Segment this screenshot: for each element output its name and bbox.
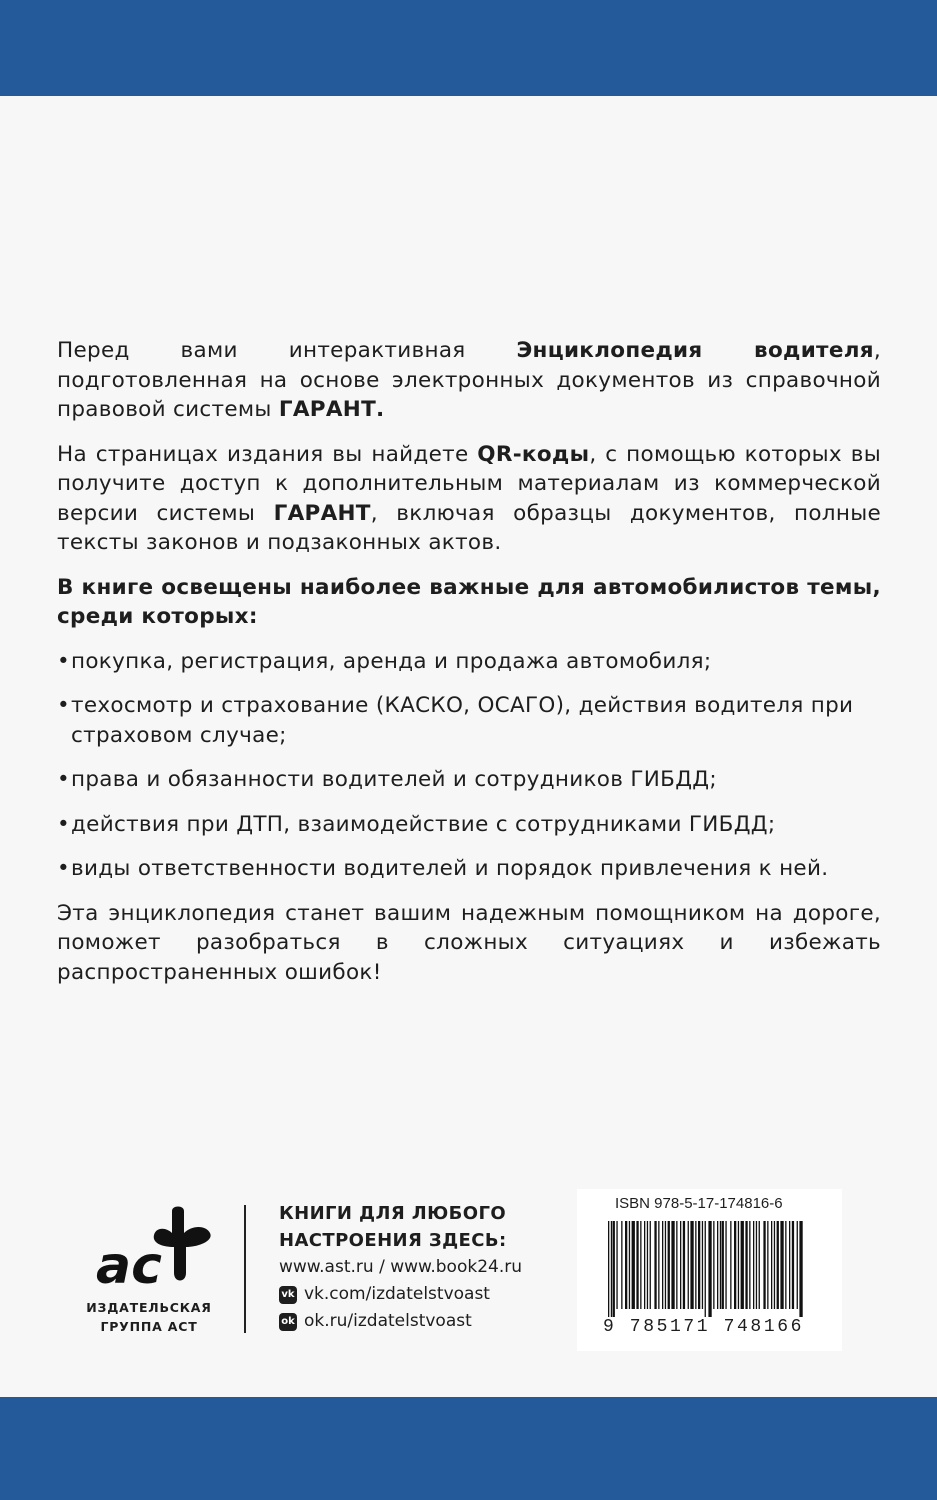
ok-row[interactable] [279,1308,559,1335]
barcode-bar [738,1221,739,1309]
barcode-bar [629,1221,630,1309]
barcode-bar [690,1221,693,1309]
description-block [57,336,881,1002]
barcode-bar [780,1221,783,1309]
barcode-bar [616,1221,617,1309]
publisher-links [279,1200,559,1335]
ean-digits: 9 785171 748166 [603,1317,805,1337]
barcode-bar [759,1221,760,1309]
barcode-bar [636,1221,638,1309]
barcode-bar [680,1221,681,1309]
ok-link[interactable]: ok.ru/izdatelstvoast [304,1311,472,1331]
barcode-bar [650,1221,651,1309]
barcode-bar [665,1221,666,1309]
barcode-bar [683,1221,685,1309]
barcode-bar [753,1221,754,1309]
barcode-bar [611,1221,612,1317]
websites-link[interactable]: www.ast.ru / www.book24.ru [279,1257,522,1277]
barcode-bar [695,1221,696,1309]
barcode-bar [749,1221,750,1309]
topic-item: • виды ответственности водителей и порядок привлечения к ней. [57,854,881,884]
barcode-bar [647,1221,648,1309]
isbn-text: ISBN 978-5-17-174816-6 [615,1195,783,1212]
barcode-bar [774,1221,775,1309]
barcode-bar [662,1221,663,1309]
barcode-bar [756,1221,757,1309]
ast-logo-mark [94,1203,218,1293]
barcode-image [608,1221,808,1317]
topics-heading: В книге освещены наиболее важные для автомобилистов темы, среди которых: [57,574,881,629]
barcode-bar [771,1221,772,1309]
barcode-bar [640,1221,641,1309]
barcode-bar [708,1221,711,1317]
top-color-band [0,0,937,96]
barcode-bar [688,1221,689,1309]
vertical-divider [244,1205,246,1333]
qr-paragraph: На страницах издания вы найдете QR-коды, с помощью которых вы получите доступ к дополнительным материалам из коммерческой версии системы ГАРАНТ, включая образцы документов, полные тексты законов и подзаконных актов. [57,441,882,555]
barcode-bar [785,1221,786,1309]
vk-link[interactable]: vk.com/izdatelstvoast [304,1284,490,1304]
barcode-bar [625,1221,627,1309]
links-heading-line1: КНИГИ ДЛЯ ЛЮБОГО [279,1203,507,1224]
vk-row[interactable] [279,1281,559,1308]
barcode-bar [722,1221,724,1309]
odnoklassniki-icon: ok [279,1313,297,1331]
barcode-bar [644,1221,645,1309]
barcode-bar [777,1221,779,1309]
barcode-bar [668,1221,670,1309]
vk-icon: vk [279,1286,297,1304]
barcode-bar [741,1221,744,1309]
barcode-bar [671,1221,674,1309]
barcode-bar [720,1221,721,1309]
barcode-bar [797,1221,798,1309]
topic-item: • права и обязанности водителей и сотрудников ГИБДД; [57,765,881,795]
svg-text:ac: ac [96,1236,162,1293]
barcode-panel [577,1189,842,1351]
bottom-color-band [0,1397,937,1500]
barcode-bar [713,1221,714,1309]
barcode-bar [613,1221,615,1317]
links-heading-line2: НАСТРОЕНИЯ ЗДЕСЬ: [279,1230,507,1251]
garant-name: ГАРАНТ. [278,397,385,422]
topic-item: • техосмотр и страхование (КАСКО, ОСАГО), действия водителя при страховом случае; [57,691,881,750]
barcode-bar [799,1221,802,1317]
barcode-bar [792,1221,794,1309]
intro-paragraph: Перед вами интерактивная Энциклопедия водителя, подготовленная на основе электронных документов из справочной правовой системы ГАРАНТ. [57,338,881,422]
barcode-bar [658,1221,659,1309]
closing-paragraph: Эта энциклопедия станет вашим надежным помощником на дороге, поможет разобраться в сложных ситуациях и избежать распространенных ошибок! [57,900,881,985]
barcode-bar [734,1221,736,1309]
barcode-bar [608,1221,609,1317]
topic-item: • покупка, регистрация, аренда и продажа автомобиля; [57,647,881,677]
barcode-bar [763,1221,765,1309]
barcode-bar [654,1221,656,1309]
barcode-bar [745,1221,747,1309]
barcode-bar [621,1221,622,1309]
barcode-bar [730,1221,731,1309]
barcode-bar [702,1221,703,1309]
barcode-bar [767,1221,768,1309]
barcode-bar [705,1221,706,1317]
barcode-bar [717,1221,718,1309]
barcode-bar [698,1221,700,1309]
publisher-caption: ИЗДАТЕЛЬСКАЯ ГРУППА АСТ [86,1300,212,1334]
book-title: Энциклопедия водителя [516,338,874,363]
barcode-bar [632,1221,635,1309]
barcode-bar [789,1221,790,1309]
topic-item: • действия при ДТП, взаимодействие с сотрудниками ГИБДД; [57,810,881,840]
barcode-bar [676,1221,677,1309]
barcode-bar [725,1221,726,1309]
